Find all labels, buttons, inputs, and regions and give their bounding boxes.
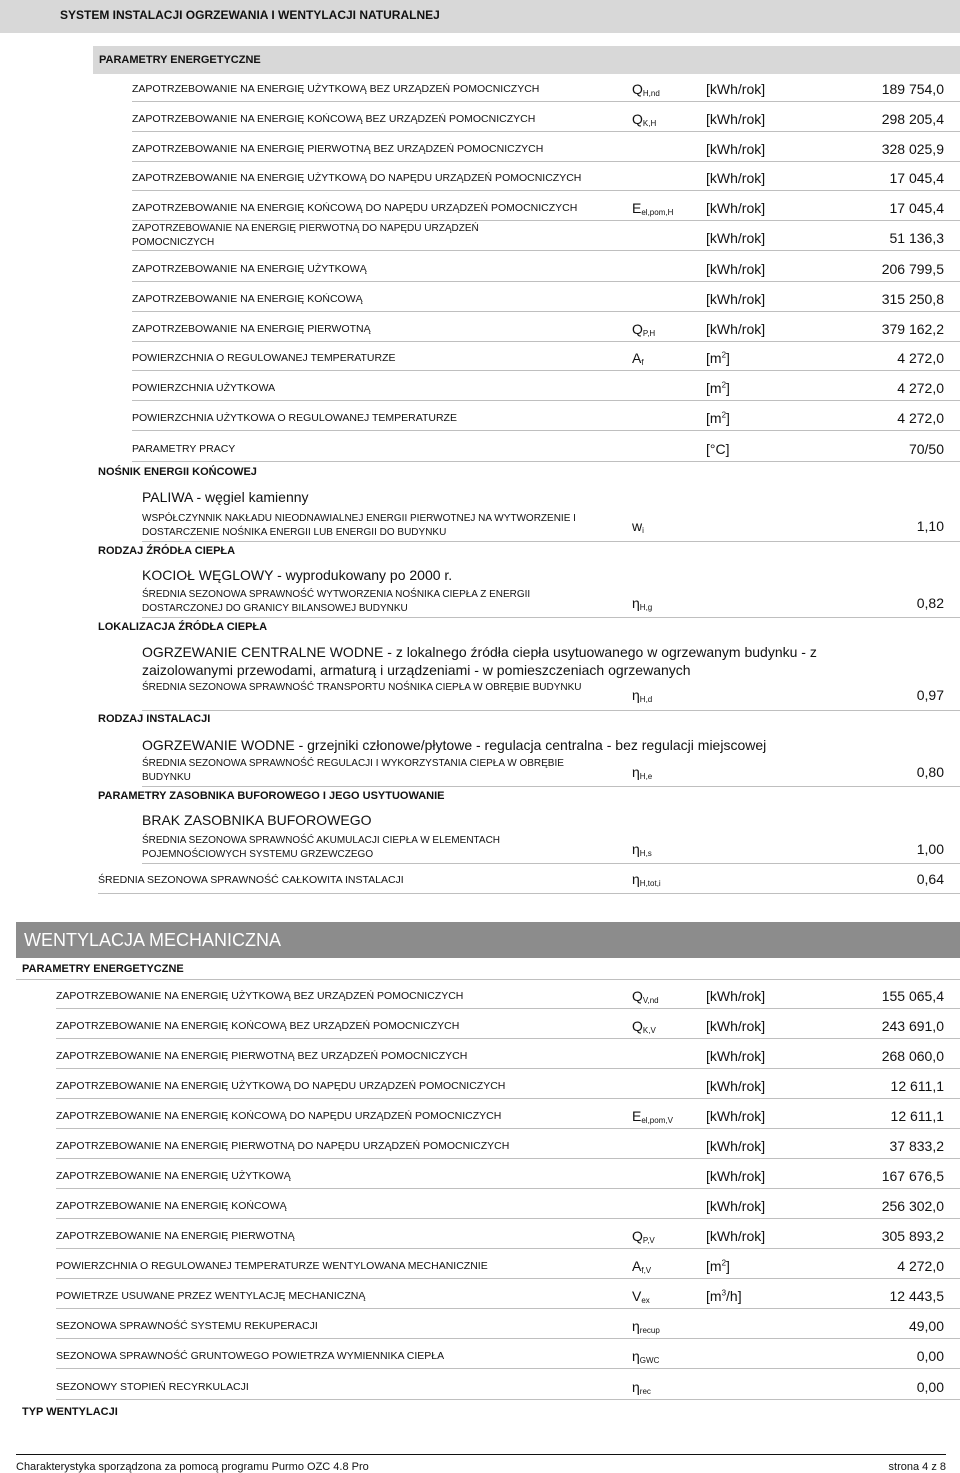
ventilation-section-bar [16,922,960,958]
hg-value: 0,82 [916,595,944,611]
total-efficiency-label: ŚREDNIA SEZONOWA SPRAWNOŚĆ CAŁKOWITA INSTALACJI [98,874,404,886]
divider [132,461,960,462]
divider [56,1158,960,1159]
energy-carrier-title: NOŚNIK ENERGII KOŃCOWEJ [98,466,257,478]
parameter-unit: [kWh/rok] [706,1228,766,1244]
parameter-symbol: $\eta_{recup}$ [632,1318,660,1335]
divider [98,893,960,894]
divider [142,541,960,542]
he-label: ŚREDNIA SEZONOWA SPRAWNOŚĆ REGULACJI I WYKORZYSTANIA CIEPŁA W OBRĘBIE BUDYNKU [142,758,564,783]
parameter-value: 243 691,0 [881,1018,944,1034]
parameter-unit: $[m^2]$ [706,380,730,396]
he-symbol: $\eta_{H,e}$ [632,764,653,781]
document-header-title: SYSTEM INSTALACJI OGRZEWANIA I WENTYLACJI NATURALNEJ [60,8,440,22]
hs-symbol: $\eta_{H,s}$ [632,841,652,858]
parameter-symbol: $A_{f,V}$ [632,1258,652,1275]
parameter-value: 305 893,2 [881,1228,944,1244]
parameter-value: 0,00 [916,1379,944,1395]
parameter-unit: [kWh/rok] [706,111,766,127]
parameter-symbol: $E_{el,pom,H}$ [632,200,674,217]
parameter-symbol: $E_{el,pom,V}$ [632,1108,673,1125]
parameter-symbol: $Q_{P,V}$ [632,1228,655,1245]
divider [56,1188,960,1189]
hs-label: ŚREDNIA SEZONOWA SPRAWNOŚĆ AKUMULACJI CIEPŁA W ELEMENTACH POJEMNOŚCIOWYCH SYSTEMU GRZEWCZEGO [142,835,501,860]
parameter-unit: [kWh/rok] [706,1078,766,1094]
divider [56,1038,960,1039]
parameter-value: 155 065,4 [881,988,944,1004]
heat-source-location: OGRZEWANIE CENTRALNE WODNE - z lokalnego źródła ciepła usytuowanego w ogrzewanym budynku - z zaizolowanymi przewodami, armaturą i urządzeniami - w pomieszczeniach ogrzewanych [142,644,817,678]
parameter-value: 315 250,8 [881,291,944,307]
parameter-value: 17 045,4 [889,170,944,186]
parameter-symbol: $A_f$ [632,350,644,367]
hd-symbol: $\eta_{H,d}$ [632,687,653,704]
hd-label: ŚREDNIA SEZONOWA SPRAWNOŚĆ TRANSPORTU NOŚNIKA CIEPŁA W OBRĘBIE BUDYNKU [142,682,582,693]
parameter-label: ZAPOTRZEBOWANIE NA ENERGIĘ PIERWOTNĄ BEZ URZĄDZEŃ POMOCNICZYCH [132,143,544,155]
hg-label: ŚREDNIA SEZONOWA SPRAWNOŚĆ WYTWORZENIA NOŚNIKA CIEPŁA Z ENERGII DOSTARCZONEJ DO GRANICY BILANSOWEJ BUDYNKU [142,589,531,614]
divider [132,400,960,401]
parameter-unit: [°C] [706,441,730,457]
parameter-value: 70/50 [908,441,944,457]
divider [132,101,960,102]
parameter-unit: $[m^2]$ [706,410,730,426]
divider [56,1308,960,1309]
footer-page-number: strona 4 z 8 [888,1461,946,1473]
divider [142,786,960,787]
ventilation-energy-section-title: PARAMETRY ENERGETYCZNE [22,963,184,975]
parameter-unit: [kWh/rok] [706,321,766,337]
parameter-value: 256 302,0 [881,1198,944,1214]
parameter-symbol: $Q_{K,V}$ [632,1018,656,1035]
parameter-value: 167 676,5 [881,1168,944,1184]
parameter-value: 379 162,2 [881,321,944,337]
parameter-value: 0,00 [916,1348,944,1364]
parameter-unit: [kWh/rok] [706,1018,766,1034]
parameter-unit: [kWh/rok] [706,1198,766,1214]
parameter-value: 17 045,4 [889,200,944,216]
divider [132,281,960,282]
total-efficiency-value: 0,64 [916,871,944,887]
divider [132,220,960,221]
parameter-unit: [kWh/rok] [706,261,766,277]
buffer-tank-title: PARAMETRY ZASOBNIKA BUFOROWEGO I JEGO USYTUOWANIE [98,790,445,802]
divider [142,617,960,618]
parameter-symbol: $Q_{K,H}$ [632,111,657,128]
divider [132,370,960,371]
parameter-value: 4 272,0 [897,350,944,366]
heat-source-location-title: LOKALIZACJA ŹRÓDŁA CIEPŁA [98,621,268,633]
parameter-label: ZAPOTRZEBOWANIE NA ENERGIĘ PIERWOTNĄ DO NAPĘDU URZĄDZEŃ POMOCNICZYCH [56,1140,510,1152]
parameter-label: ZAPOTRZEBOWANIE NA ENERGIĘ UŻYTKOWĄ DO NAPĘDU URZĄDZEŃ POMOCNICZYCH [132,172,582,184]
heat-source-type-title: RODZAJ ŹRÓDŁA CIEPŁA [98,545,236,557]
divider [56,1368,960,1369]
parameter-label: POWIETRZE USUWANE PRZEZ WENTYLACJĘ MECHANICZNĄ [56,1290,366,1302]
parameter-label: ZAPOTRZEBOWANIE NA ENERGIĘ UŻYTKOWĄ DO NAPĘDU URZĄDZEŃ POMOCNICZYCH [56,1080,506,1092]
ventilation-type-title: TYP WENTYLACJI [22,1406,118,1418]
divider [56,1278,960,1279]
parameter-value: 4 272,0 [897,1258,944,1274]
parameter-label: POWIERZCHNIA O REGULOWANEJ TEMPERATURZE WENTYLOWANA MECHANICZNIE [56,1260,488,1272]
parameter-label: ZAPOTRZEBOWANIE NA ENERGIĘ KOŃCOWĄ DO NAPĘDU URZĄDZEŃ POMOCNICZYCH [56,1110,502,1122]
total-efficiency-symbol: $\eta_{H,tot,i}$ [632,871,661,888]
parameter-label: SEZONOWA SPRAWNOŚĆ SYSTEMU REKUPERACJI [56,1320,318,1332]
divider [56,1068,960,1069]
parameter-unit: [kWh/rok] [706,200,766,216]
divider [142,710,960,711]
parameter-label: ZAPOTRZEBOWANIE NA ENERGIĘ UŻYTKOWĄ [132,263,367,275]
parameter-value: 12 611,1 [890,1078,944,1094]
heating-energy-section-title: PARAMETRY ENERGETYCZNE [99,54,261,66]
hs-value: 1,00 [916,841,944,857]
parameter-label: ZAPOTRZEBOWANIE NA ENERGIĘ PIERWOTNĄ BEZ URZĄDZEŃ POMOCNICZYCH [56,1050,468,1062]
parameter-unit: $[m^3/h]$ [706,1288,742,1304]
parameter-unit: [kWh/rok] [706,988,766,1004]
heating-energy-section-bar [93,46,960,74]
parameter-symbol: $Q_{V,nd}$ [632,988,659,1005]
parameter-unit: [kWh/rok] [706,1108,766,1124]
divider [56,1248,960,1249]
parameter-unit: [kWh/rok] [706,230,766,246]
divider [56,1098,960,1099]
parameter-label: ZAPOTRZEBOWANIE NA ENERGIĘ KOŃCOWĄ BEZ URZĄDZEŃ POMOCNICZYCH [56,1020,460,1032]
divider [142,863,960,864]
parameter-value: 12 443,5 [889,1288,944,1304]
parameter-unit: [kWh/rok] [706,291,766,307]
divider [56,1338,960,1339]
divider [56,1218,960,1219]
parameter-value: 189 754,0 [881,81,944,97]
divider [132,341,960,342]
parameter-label: ZAPOTRZEBOWANIE NA ENERGIĘ KOŃCOWĄ [56,1200,287,1212]
parameter-unit: $[m^2]$ [706,350,730,366]
divider [56,1128,960,1129]
divider [16,979,960,980]
divider [132,131,960,132]
footer-rule [16,1454,946,1455]
parameter-symbol: $Q_{P,H}$ [632,321,656,338]
parameter-label: POWIERZCHNIA O REGULOWANEJ TEMPERATURZE [132,352,396,364]
parameter-label: POWIERZCHNIA UŻYTKOWA [132,382,276,394]
divider [56,1399,960,1400]
parameter-label: ZAPOTRZEBOWANIE NA ENERGIĘ PIERWOTNĄ [56,1230,295,1242]
ventilation-section-title: WENTYLACJA MECHANICZNA [24,930,282,950]
footer-program: Charakterystyka sporządzona za pomocą programu Purmo OZC 4.8 Pro [16,1461,369,1473]
parameter-value: 4 272,0 [897,410,944,426]
parameter-unit: [kWh/rok] [706,1138,766,1154]
divider [56,1008,960,1009]
parameter-unit: [kWh/rok] [706,1048,766,1064]
parameter-value: 298 205,4 [881,111,944,127]
parameter-unit: [kWh/rok] [706,1168,766,1184]
wi-label: WSPÓŁCZYNNIK NAKŁADU NIEODNAWIALNEJ ENERGII PIERWOTNEJ NA WYTWORZENIE I DOSTARCZENIE NOŚNIKA ENERGII LUB ENERGII DO BUDYNKU [142,513,576,538]
parameter-unit: $[m^2]$ [706,1258,730,1274]
fuel-type: PALIWA - węgiel kamienny [142,489,309,505]
parameter-value: 49,00 [908,1318,944,1334]
buffer-tank: BRAK ZASOBNIKA BUFOROWEGO [142,812,372,828]
installation-type-title: RODZAJ INSTALACJI [98,713,211,725]
installation-type: OGRZEWANIE WODNE - grzejniki członowe/płytowe - regulacja centralna - bez regulacji miejscowej [142,737,767,753]
he-value: 0,80 [916,764,944,780]
document-header-bar [0,0,960,33]
parameter-label: ZAPOTRZEBOWANIE NA ENERGIĘ PIERWOTNĄ DO NAPĘDU URZĄDZEŃ POMOCNICZYCH [132,223,479,248]
parameter-label: ZAPOTRZEBOWANIE NA ENERGIĘ KOŃCOWĄ DO NAPĘDU URZĄDZEŃ POMOCNICZYCH [132,202,578,214]
heat-source: KOCIOŁ WĘGLOWY - wyprodukowany po 2000 r. [142,567,453,583]
parameter-label: SEZONOWY STOPIEŃ RECYRKULACJI [56,1381,249,1393]
divider [132,161,960,162]
parameter-label: ZAPOTRZEBOWANIE NA ENERGIĘ KOŃCOWĄ [132,293,363,305]
parameter-label: ZAPOTRZEBOWANIE NA ENERGIĘ UŻYTKOWĄ [56,1170,291,1182]
parameter-value: 37 833,2 [889,1138,944,1154]
parameter-label: ZAPOTRZEBOWANIE NA ENERGIĘ PIERWOTNĄ [132,323,371,335]
parameter-label: PARAMETRY PRACY [132,443,236,455]
wi-value: 1,10 [916,518,944,534]
parameter-unit: [kWh/rok] [706,141,766,157]
parameter-unit: [kWh/rok] [706,170,766,186]
parameter-label: SEZONOWA SPRAWNOŚĆ GRUNTOWEGO POWIETRZA WYMIENNIKA CIEPŁA [56,1350,445,1362]
parameter-symbol: $\eta_{GWC}$ [632,1348,660,1365]
divider [132,430,960,431]
parameter-symbol: $Q_{H,nd}$ [632,81,660,98]
divider [132,190,960,191]
parameter-value: 12 611,1 [890,1108,944,1124]
parameter-unit: [kWh/rok] [706,81,766,97]
parameter-value: 268 060,0 [881,1048,944,1064]
parameter-symbol: $\eta_{rec}$ [632,1379,651,1396]
wi-symbol: $w_i$ [632,518,644,535]
hg-symbol: $\eta_{H,g}$ [632,595,653,612]
hd-value: 0,97 [916,687,944,703]
parameter-symbol: $V_{ex}$ [632,1288,650,1305]
parameter-label: ZAPOTRZEBOWANIE NA ENERGIĘ UŻYTKOWĄ BEZ URZĄDZEŃ POMOCNICZYCH [56,990,464,1002]
parameter-value: 328 025,9 [881,141,944,157]
parameter-value: 4 272,0 [897,380,944,396]
parameter-label: ZAPOTRZEBOWANIE NA ENERGIĘ KOŃCOWĄ BEZ URZĄDZEŃ POMOCNICZYCH [132,113,536,125]
parameter-label: POWIERZCHNIA UŻYTKOWA O REGULOWANEJ TEMPERATURZE [132,412,457,424]
parameter-value: 206 799,5 [881,261,944,277]
divider [132,311,960,312]
parameter-value: 51 136,3 [889,230,944,246]
divider [132,250,960,251]
parameter-label: ZAPOTRZEBOWANIE NA ENERGIĘ UŻYTKOWĄ BEZ URZĄDZEŃ POMOCNICZYCH [132,83,540,95]
